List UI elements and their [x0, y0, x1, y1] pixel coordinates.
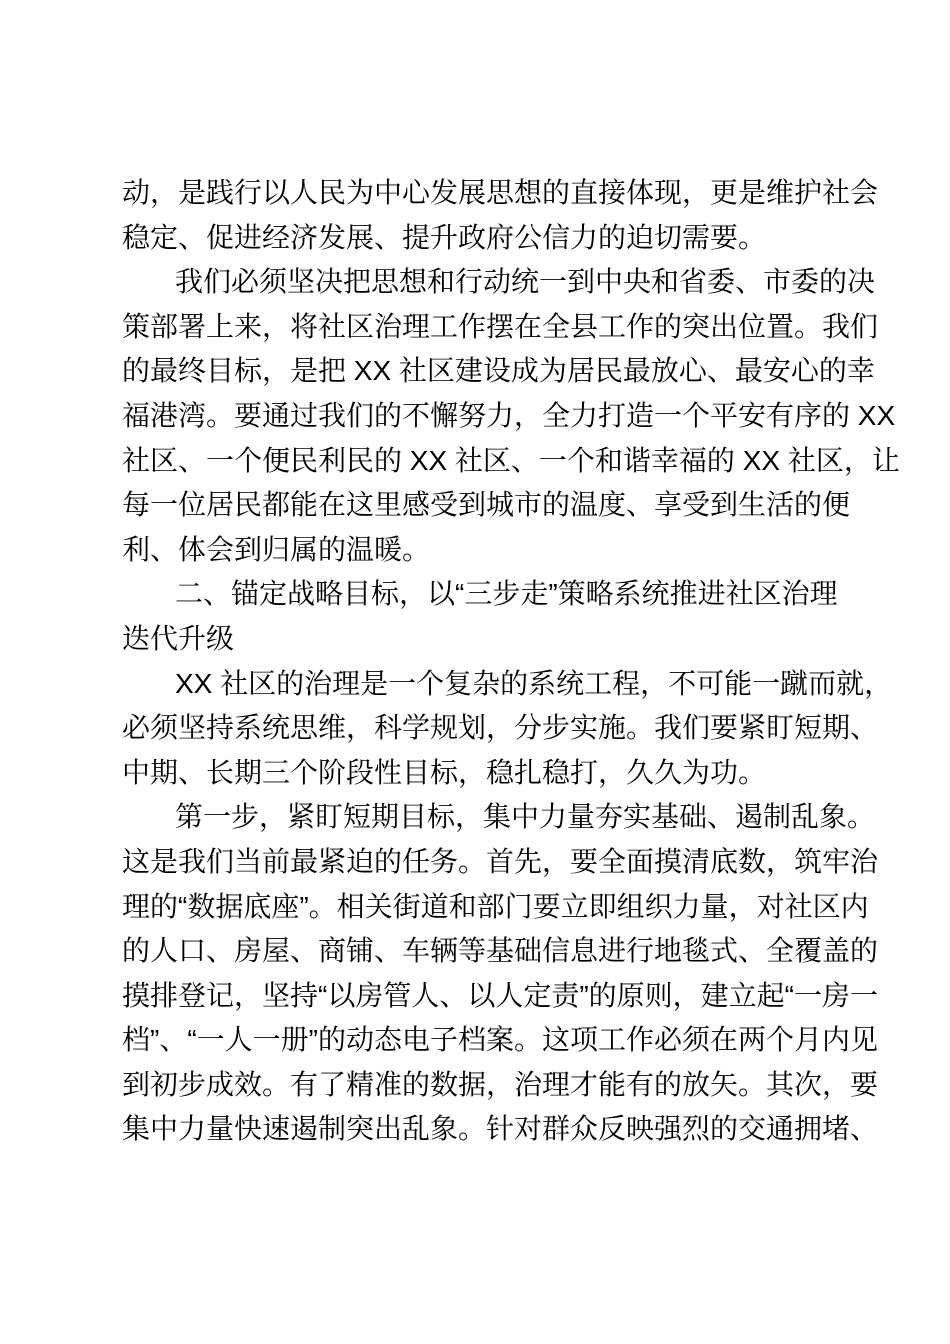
text-line: 策部署上来，将社区治理工作摆在全县工作的突出位置。我们	[122, 310, 879, 342]
text-line: 每一位居民都能在这里感受到城市的温度、享受到生活的便	[122, 489, 851, 521]
text-line: 动，是践行以人民为中心发展思想的直接体现，更是维护社会	[122, 177, 879, 208]
text-line: 利、体会到归属的温暖。	[122, 533, 431, 565]
text-line: 必须坚持系统思维，科学规划，分步实施。我们要紧盯短期、	[122, 712, 879, 744]
text-line: 理的“数据底座”。相关街道和部门要立即组织力量，对社区内	[122, 890, 869, 922]
text-line: 第一步，紧盯短期目标，集中力量夯实基础、遏制乱象。	[175, 801, 876, 833]
text-line: 稳定、促进经济发展、提升政府公信力的迫切需要。	[122, 221, 767, 253]
text-line: 我们必须坚决把思想和行动统一到中央和省委、市委的决	[175, 266, 876, 298]
section-heading-line: 二、锚定战略目标，以“三步走”策略系统推进社区治理	[175, 578, 838, 610]
text-line: XX 社区的治理是一个复杂的系统工程，不可能一蹴而就，	[175, 667, 893, 699]
document-body	[122, 171, 900, 1152]
text-line: 的最终目标，是把 XX 社区建设成为居民最放心、最安心的幸	[122, 355, 875, 387]
text-line: 集中力量快速遏制突出乱象。针对群众反映强烈的交通拥堵、	[122, 1113, 879, 1145]
section-heading	[122, 572, 892, 661]
text-line: 中期、长期三个阶段性目标，稳扎稳打，久久为功。	[122, 756, 767, 788]
section-heading-line: 迭代升级	[122, 622, 235, 654]
text-line: 档”、“一人一册”的动态电子档案。这项工作必须在两个月内见	[122, 1024, 878, 1056]
paragraph	[122, 260, 900, 572]
paragraph	[122, 795, 892, 1152]
paragraph	[122, 171, 892, 260]
text-line: 这是我们当前最紧迫的任务。首先，要全面摸清底数，筑牢治	[122, 845, 879, 877]
text-line: 摸排登记，坚持“以房管人、以人定责”的原则，建立起“一房一	[122, 979, 878, 1011]
text-line: 社区、一个便民利民的 XX 社区、一个和谐幸福的 XX 社区，让	[122, 444, 900, 476]
text-line: 到初步成效。有了精准的数据，治理才能有的放矢。其次，要	[122, 1068, 879, 1100]
text-line: 的人口、房屋、商铺、车辆等基础信息进行地毯式、全覆盖的	[122, 935, 879, 967]
paragraph	[122, 662, 892, 796]
text-line: 福港湾。要通过我们的不懈努力，全力打造一个平安有序的 XX	[122, 399, 896, 431]
